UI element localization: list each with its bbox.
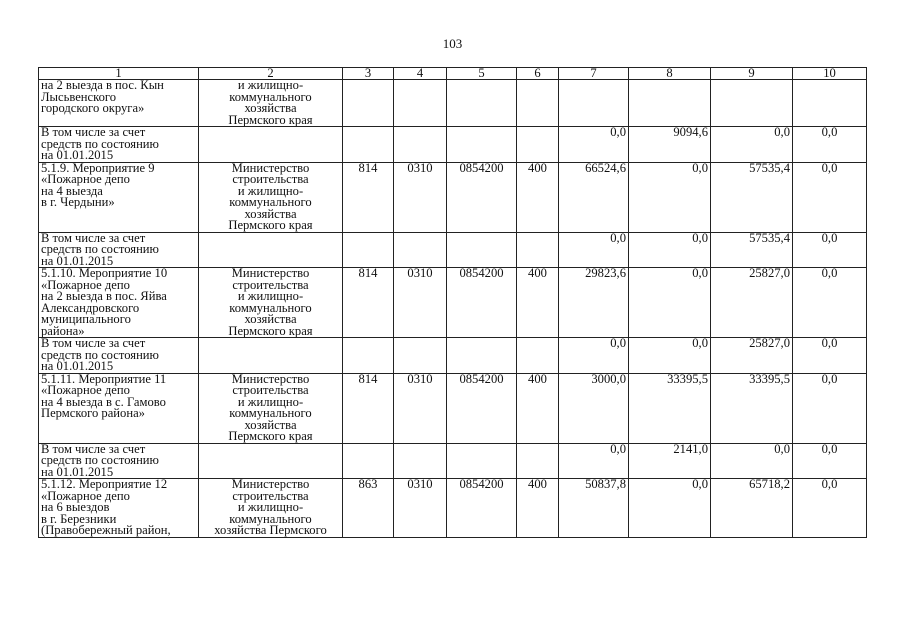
table-row	[39, 162, 867, 232]
amount-col9-cell: 57535,4	[711, 232, 793, 268]
activity-name-cell: В том числе за счет средств по состоянию на 01.01.2015	[39, 443, 199, 479]
amount-col8-cell	[629, 80, 711, 127]
amount-col10-cell: 0,0	[793, 338, 867, 374]
amount-col10-cell: 0,0	[793, 443, 867, 479]
expense-type-cell: 400	[517, 162, 559, 232]
column-header: 10	[793, 68, 867, 80]
section-code-cell: 0310	[394, 479, 447, 538]
amount-col9-cell: 33395,5	[711, 373, 793, 443]
amount-col8-cell: 0,0	[629, 479, 711, 538]
column-header: 8	[629, 68, 711, 80]
target-code-cell	[447, 232, 517, 268]
expense-type-cell	[517, 232, 559, 268]
amount-col10-cell: 0,0	[793, 268, 867, 338]
target-code-cell	[447, 80, 517, 127]
admin-code-cell: 814	[343, 268, 394, 338]
amount-col8-cell: 0,0	[629, 338, 711, 374]
page-number: 103	[442, 36, 463, 51]
amount-col10-cell: 0,0	[793, 479, 867, 538]
expense-type-cell: 400	[517, 268, 559, 338]
amount-col8-cell: 0,0	[629, 232, 711, 268]
activity-name-cell: В том числе за счет средств по состоянию на 01.01.2015	[39, 127, 199, 163]
table-row	[39, 373, 867, 443]
amount-col10-cell	[793, 80, 867, 127]
amount-col9-cell	[711, 80, 793, 127]
table-row	[39, 80, 867, 127]
executor-cell: Министерство строительства и жилищно- коммунального хозяйства Пермского	[199, 479, 343, 538]
section-code-cell: 0310	[394, 162, 447, 232]
column-header: 7	[559, 68, 629, 80]
admin-code-cell	[343, 338, 394, 374]
column-header: 6	[517, 68, 559, 80]
activity-name-cell: В том числе за счет средств по состоянию на 01.01.2015	[39, 232, 199, 268]
admin-code-cell	[343, 80, 394, 127]
admin-code-cell	[343, 232, 394, 268]
executor-cell	[199, 338, 343, 374]
amount-col10-cell: 0,0	[793, 373, 867, 443]
admin-code-cell	[343, 443, 394, 479]
admin-code-cell	[343, 127, 394, 163]
section-code-cell	[394, 127, 447, 163]
activity-name-cell: 5.1.9. Мероприятие 9 «Пожарное депо на 4 выезда в г. Чердыни»	[39, 162, 199, 232]
amount-col9-cell: 65718,2	[711, 479, 793, 538]
column-header: 3	[343, 68, 394, 80]
executor-cell: и жилищно- коммунального хозяйства Пермского края	[199, 80, 343, 127]
column-header: 4	[394, 68, 447, 80]
amount-col7-cell: 29823,6	[559, 268, 629, 338]
expense-type-cell	[517, 443, 559, 479]
section-code-cell: 0310	[394, 373, 447, 443]
admin-code-cell: 814	[343, 162, 394, 232]
column-header: 2	[199, 68, 343, 80]
expense-type-cell	[517, 127, 559, 163]
target-code-cell: 0854200	[447, 373, 517, 443]
section-code-cell	[394, 338, 447, 374]
amount-col7-cell: 0,0	[559, 443, 629, 479]
target-code-cell: 0854200	[447, 268, 517, 338]
target-code-cell	[447, 443, 517, 479]
section-code-cell	[394, 232, 447, 268]
amount-col7-cell: 0,0	[559, 127, 629, 163]
activity-name-cell: 5.1.10. Мероприятие 10 «Пожарное депо на 2 выезда в пос. Яйва Александровского муниципального района»	[39, 268, 199, 338]
table-row	[39, 232, 867, 268]
executor-cell	[199, 443, 343, 479]
expense-type-cell: 400	[517, 373, 559, 443]
amount-col7-cell	[559, 80, 629, 127]
amount-col8-cell: 33395,5	[629, 373, 711, 443]
table-row	[39, 268, 867, 338]
amount-col9-cell: 25827,0	[711, 338, 793, 374]
amount-col9-cell: 25827,0	[711, 268, 793, 338]
amount-col7-cell: 50837,8	[559, 479, 629, 538]
amount-col8-cell: 2141,0	[629, 443, 711, 479]
executor-cell: Министерство строительства и жилищно- коммунального хозяйства Пермского края	[199, 162, 343, 232]
expense-type-cell	[517, 338, 559, 374]
amount-col7-cell: 0,0	[559, 338, 629, 374]
target-code-cell: 0854200	[447, 162, 517, 232]
column-number-row	[39, 68, 867, 80]
executor-cell: Министерство строительства и жилищно- коммунального хозяйства Пермского края	[199, 373, 343, 443]
amount-col8-cell: 0,0	[629, 268, 711, 338]
amount-col9-cell: 0,0	[711, 443, 793, 479]
section-code-cell	[394, 80, 447, 127]
target-code-cell: 0854200	[447, 479, 517, 538]
expense-type-cell: 400	[517, 479, 559, 538]
budget-table	[38, 67, 867, 538]
table-row	[39, 443, 867, 479]
amount-col7-cell: 3000,0	[559, 373, 629, 443]
column-header: 1	[39, 68, 199, 80]
expense-type-cell	[517, 80, 559, 127]
admin-code-cell: 814	[343, 373, 394, 443]
section-code-cell	[394, 443, 447, 479]
amount-col9-cell: 57535,4	[711, 162, 793, 232]
executor-cell	[199, 232, 343, 268]
activity-name-cell: В том числе за счет средств по состоянию на 01.01.2015	[39, 338, 199, 374]
executor-cell: Министерство строительства и жилищно- коммунального хозяйства Пермского края	[199, 268, 343, 338]
amount-col9-cell: 0,0	[711, 127, 793, 163]
amount-col7-cell: 0,0	[559, 232, 629, 268]
executor-cell	[199, 127, 343, 163]
amount-col7-cell: 66524,6	[559, 162, 629, 232]
target-code-cell	[447, 127, 517, 163]
table-row	[39, 479, 867, 538]
activity-name-cell: 5.1.11. Мероприятие 11 «Пожарное депо на 4 выезда в с. Гамово Пермского района»	[39, 373, 199, 443]
activity-name-cell: 5.1.12. Мероприятие 12 «Пожарное депо на 6 выездов в г. Березники (Правобережный район,	[39, 479, 199, 538]
table-row	[39, 127, 867, 163]
admin-code-cell: 863	[343, 479, 394, 538]
section-code-cell: 0310	[394, 268, 447, 338]
activity-name-cell: на 2 выезда в пос. Кын Лысьвенского городского округа»	[39, 80, 199, 127]
amount-col10-cell: 0,0	[793, 162, 867, 232]
table-row	[39, 338, 867, 374]
column-header: 5	[447, 68, 517, 80]
amount-col8-cell: 9094,6	[629, 127, 711, 163]
column-header: 9	[711, 68, 793, 80]
amount-col8-cell: 0,0	[629, 162, 711, 232]
amount-col10-cell: 0,0	[793, 232, 867, 268]
amount-col10-cell: 0,0	[793, 127, 867, 163]
target-code-cell	[447, 338, 517, 374]
